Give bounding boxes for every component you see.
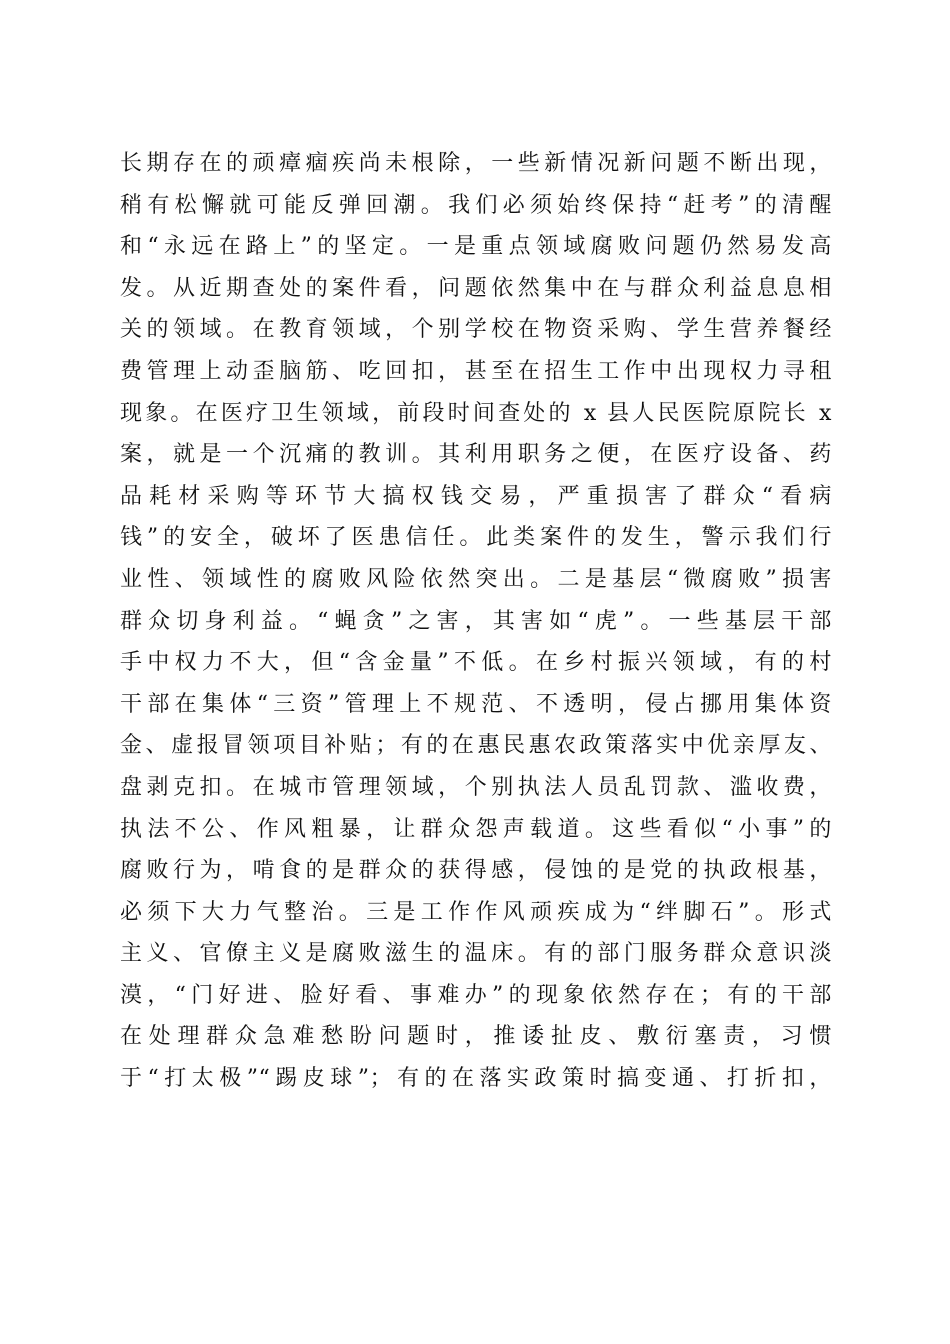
text-line: 必须下大力气整治。三是工作作风顽疾成为“绊脚石”。形式	[120, 899, 832, 925]
text-line: 长期存在的顽瘴痼疾尚未根除，一些新情况新问题不断出现，	[120, 151, 832, 176]
text-line: 漠，“门好进、脸好看、事难办”的现象依然存在；有的干部	[120, 982, 832, 1008]
text-line: 费管理上动歪脑筋、吃回扣，甚至在招生工作中出现权力寻租	[120, 358, 832, 384]
text-line: 品耗材采购等环节大搞权钱交易，严重损害了群众“看病	[120, 483, 832, 509]
text-line: 主义、官僚主义是腐败滋生的温床。有的部门服务群众意识淡	[120, 941, 832, 967]
text-line: 稍有松懈就可能反弹回潮。我们必须始终保持“赶考”的清醒	[120, 192, 832, 218]
text-line: 业性、领域性的腐败风险依然突出。二是基层“微腐败”损害	[120, 566, 832, 592]
text-line: 发。从近期查处的案件看，问题依然集中在与群众利益息息相	[120, 275, 832, 301]
text-line: 盘剥克扣。在城市管理领域，个别执法人员乱罚款、滥收费，	[120, 774, 832, 800]
text-line: 在处理群众急难愁盼问题时，推诿扯皮、敷衍塞责，习惯	[120, 1024, 832, 1050]
text-line: 于“打太极”“踢皮球”；有的在落实政策时搞变通、打折扣，	[120, 1066, 832, 1092]
text-line: 干部在集体“三资”管理上不规范、不透明，侵占挪用集体资	[120, 691, 832, 717]
text-line: 腐败行为，啃食的是群众的获得感，侵蚀的是党的执政根基，	[120, 858, 832, 884]
text-line: 案，就是一个沉痛的教训。其利用职务之便，在医疗设备、药	[120, 442, 832, 468]
body-text	[120, 143, 832, 1100]
text-line: 关的领域。在教育领域，个别学校在物资采购、学生营养餐经	[120, 317, 832, 343]
text-line: 金、虚报冒领项目补贴；有的在惠民惠农政策落实中优亲厚友、	[120, 733, 832, 759]
text-line: 手中权力不大，但“含金量”不低。在乡村振兴领域，有的村	[120, 650, 832, 676]
text-line: 现象。在医疗卫生领域，前段时间查处的 x 县人民医院原院长 x	[120, 400, 832, 426]
text-line: 群众切身利益。“蝇贪”之害，其害如“虎”。一些基层干部	[120, 608, 832, 634]
text-line: 执法不公、作风粗暴，让群众怨声载道。这些看似“小事”的	[120, 816, 832, 842]
text-line: 和“永远在路上”的坚定。一是重点领域腐败问题仍然易发高	[120, 234, 832, 260]
text-line: 钱”的安全，破坏了医患信任。此类案件的发生，警示我们行	[120, 525, 832, 551]
